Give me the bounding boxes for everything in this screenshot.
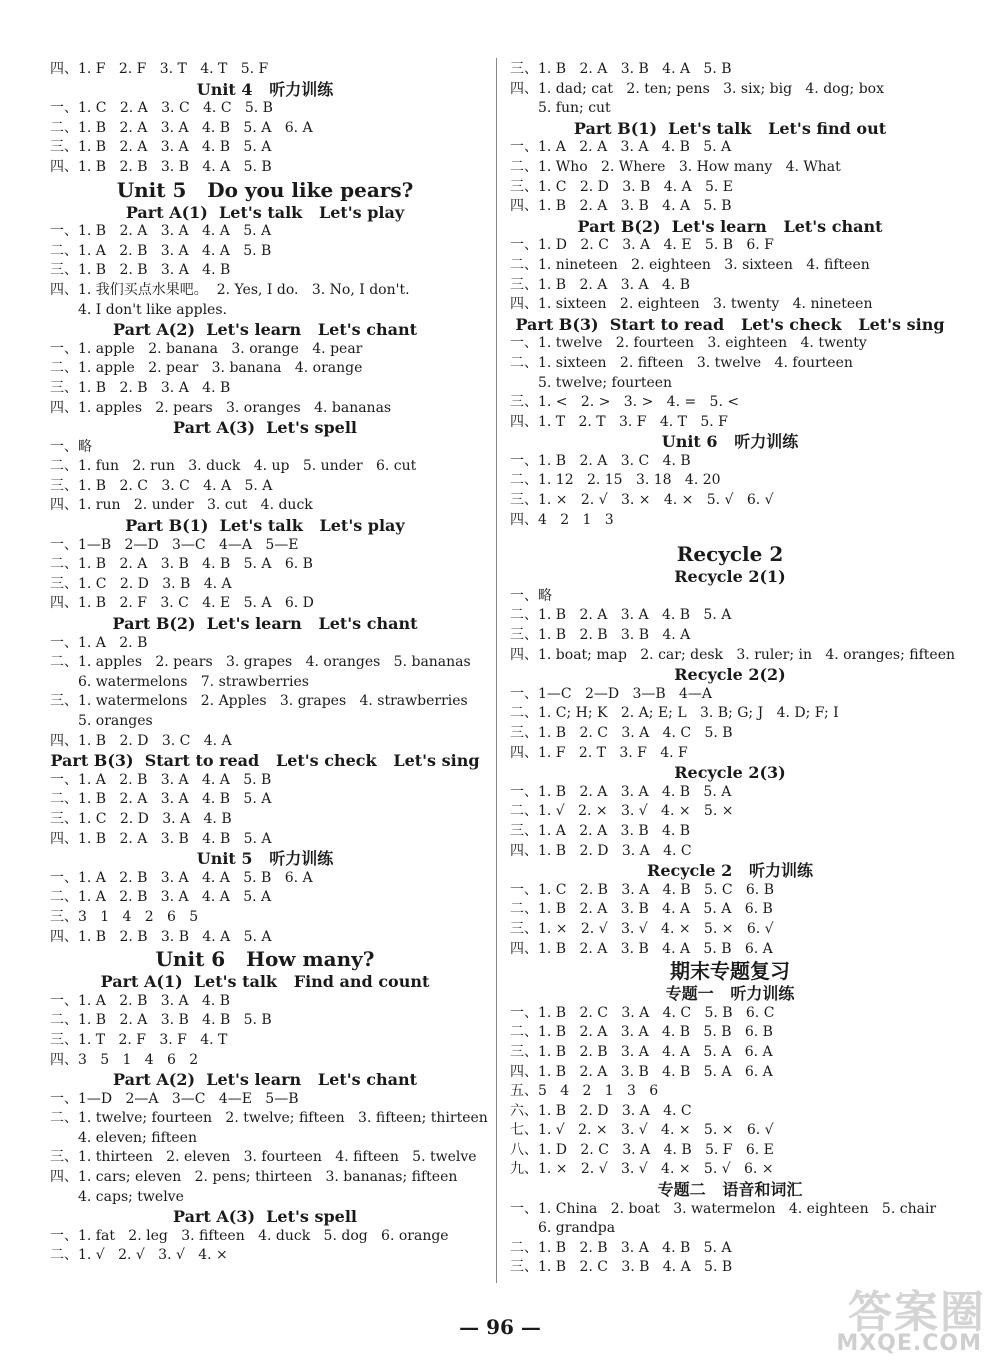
answer-line: 二、1. √ 2. × 3. √ 4. × 5. × bbox=[510, 803, 734, 820]
section-heading: Unit 5 Do you like pears? bbox=[116, 177, 414, 202]
answer-line: 七、1. √ 2. × 3. √ 4. × 5. × 6. √ bbox=[510, 1122, 774, 1139]
answer-line: 四、1. B 2. B 3. B 4. A 5. A bbox=[50, 928, 272, 945]
answer-line: 二、1. B 2. A 3. A 4. B 5. A bbox=[510, 607, 732, 624]
answer-line: 一、1. B 2. A 3. C 4. B bbox=[510, 452, 691, 469]
answer-line: 二、1. apples 2. pears 3. grapes 4. oranges 5. bananas bbox=[50, 654, 471, 671]
answer-line: 六、1. B 2. D 3. A 4. C bbox=[510, 1102, 692, 1119]
right-answer-column bbox=[510, 60, 955, 1278]
answer-line: 一、1—B 2—D 3—C 4—A 5—E bbox=[50, 536, 299, 553]
answer-line: 三、1. × 2. √ 3. √ 4. × 5. × 6. √ bbox=[510, 920, 774, 937]
column-divider bbox=[496, 58, 497, 1283]
answer-line: 二、1. apple 2. pear 3. banana 4. orange bbox=[50, 360, 363, 377]
watermark-top: 答案圈 bbox=[848, 1287, 986, 1338]
watermark-bottom: MXQE.COM bbox=[836, 1331, 982, 1356]
answer-line: 一、1. B 2. A 3. A 4. B 5. A bbox=[510, 783, 732, 800]
answer-line: 三、1. B 2. B 3. B 4. A bbox=[510, 627, 691, 644]
answer-line: 二、1. A 2. B 3. A 4. A 5. A bbox=[50, 889, 272, 906]
section-heading: Recycle 2 bbox=[676, 542, 784, 567]
answer-line: 四、1. B 2. A 3. B 4. B 5. A bbox=[50, 830, 272, 847]
answer-line: 一、1. A 2. B 3. A 4. B bbox=[50, 992, 231, 1009]
answer-line: 一、1. A 2. A 3. A 4. B 5. A bbox=[510, 139, 732, 156]
answer-line: 一、略 bbox=[50, 438, 92, 455]
subsection-heading: Part A(3) Let's spell bbox=[172, 418, 357, 438]
subsection-heading: Unit 5 听力训练 bbox=[196, 849, 334, 869]
answer-line: 四、1. B 2. B 3. B 4. A 5. B bbox=[50, 158, 272, 175]
answer-line: 三、1. B 2. B 3. A 4. A 5. A 6. A bbox=[510, 1043, 773, 1060]
answer-line: 四、1. cars; eleven 2. pens; thirteen 3. bananas; fifteen bbox=[50, 1169, 458, 1186]
answer-line: 三、1. B 2. C 3. C 4. A 5. A bbox=[50, 477, 273, 494]
answer-line: 四、1. F 2. T 3. F 4. F bbox=[510, 744, 688, 761]
answer-line: 三、1. < 2. > 3. > 4. = 5. < bbox=[510, 394, 740, 411]
subsection-heading: Recycle 2 听力训练 bbox=[647, 861, 813, 881]
answer-line: 一、1—C 2—D 3—B 4—A bbox=[510, 685, 713, 702]
subsection-heading: Part B(1) Let's talk Let's find out bbox=[573, 118, 887, 138]
answer-line: 三、1. B 2. A 3. B 4. A 5. B bbox=[510, 61, 732, 77]
answer-line: 四、1. B 2. A 3. B 4. A 5. B 6. A bbox=[510, 940, 773, 957]
watermark-logo bbox=[820, 1276, 990, 1356]
answer-line: 三、1. C 2. D 3. B 4. A 5. E bbox=[510, 178, 733, 195]
subsection-heading: Unit 6 听力训练 bbox=[661, 432, 799, 452]
answer-line: 八、1. D 2. C 3. A 4. B 5. F 6. E bbox=[510, 1141, 774, 1158]
answer-line: 二、1. C; H; K 2. A; E; L 3. B; G; J 4. D; F; I bbox=[510, 705, 839, 722]
answer-line: 5. oranges bbox=[78, 713, 153, 729]
section-heading: Unit 6 How many? bbox=[155, 947, 375, 972]
answer-line: 一、1. C 2. A 3. C 4. C 5. B bbox=[50, 100, 273, 117]
answer-line: 四、1. F 2. F 3. T 4. T 5. F bbox=[50, 61, 269, 77]
answer-line: 二、1. nineteen 2. eighteen 3. sixteen 4. fifteen bbox=[510, 256, 870, 273]
answer-line: 一、1. fat 2. leg 3. fifteen 4. duck 5. dog 6. orange bbox=[50, 1227, 449, 1244]
subsection-heading: Part A(1) Let's talk Find and count bbox=[100, 972, 430, 992]
answer-line: 四、3 5 1 4 6 2 bbox=[50, 1051, 199, 1068]
answer-line: 6. grandpa bbox=[538, 1220, 616, 1237]
answer-line: 四、1. sixteen 2. eighteen 3. twenty 4. nineteen bbox=[510, 296, 873, 313]
answer-line: 二、1. B 2. A 3. B 4. B 5. B bbox=[50, 1012, 272, 1029]
answer-line: 三、1. A 2. A 3. B 4. B bbox=[510, 822, 691, 839]
answer-line: 一、1. apple 2. banana 3. orange 4. pear bbox=[50, 340, 363, 357]
answer-line: 四、1. 我们买点水果吧。 2. Yes, I do. 3. No, I don't. bbox=[50, 281, 410, 298]
answer-line: 6. watermelons 7. strawberries bbox=[78, 673, 309, 690]
subsection-heading: 专题一 听力训练 bbox=[665, 984, 795, 1004]
answer-line: 5. twelve; fourteen bbox=[538, 374, 673, 391]
answer-line: 四、1. dad; cat 2. ten; pens 3. six; big 4. dog; box bbox=[510, 80, 885, 97]
answer-line: 一、1. China 2. boat 3. watermelon 4. eighteen 5. chair bbox=[510, 1200, 937, 1217]
answer-line: 二、1. B 2. A 3. A 4. B 5. B 6. B bbox=[510, 1024, 773, 1041]
subsection-heading: Recycle 2(2) bbox=[674, 665, 786, 685]
section-heading: 期末专题复习 bbox=[670, 959, 790, 984]
answer-line: 四、1. boat; map 2. car; desk 3. ruler; in 4. oranges; fifteen bbox=[510, 646, 955, 663]
answer-line: 四、4 2 1 3 bbox=[510, 511, 614, 528]
answer-line: 二、1. B 2. B 3. A 4. B 5. A bbox=[510, 1239, 732, 1256]
answer-line: 一、略 bbox=[510, 587, 552, 604]
answer-line: 一、1. B 2. A 3. A 4. A 5. A bbox=[50, 223, 272, 240]
answer-line: 三、1. B 2. C 3. B 4. A 5. B bbox=[510, 1259, 733, 1276]
answer-line: 五、5 4 2 1 3 6 bbox=[510, 1083, 659, 1100]
answer-line: 一、1. A 2. B 3. A 4. A 5. B bbox=[50, 771, 272, 788]
answer-line: 一、1. D 2. C 3. A 4. E 5. B 6. F bbox=[510, 237, 774, 254]
subsection-heading: Part B(3) Start to read Let's check Let's sing bbox=[515, 314, 945, 334]
answer-line: 4. I don't like apples. bbox=[78, 301, 227, 318]
subsection-heading: Part B(3) Start to read Let's check Let's sing bbox=[50, 751, 480, 771]
answer-line: 一、1. A 2. B bbox=[50, 634, 148, 651]
answer-line: 四、1. B 2. F 3. C 4. E 5. A 6. D bbox=[50, 595, 314, 612]
answer-line: 二、1. fun 2. run 3. duck 4. up 5. under 6. cut bbox=[50, 458, 417, 475]
answer-line: 一、1. C 2. B 3. A 4. B 5. C 6. B bbox=[510, 881, 774, 898]
answer-line: 二、1. B 2. A 3. A 4. B 5. A 6. A bbox=[50, 119, 313, 136]
answer-line: 四、1. run 2. under 3. cut 4. duck bbox=[50, 497, 313, 514]
answer-line: 二、1. B 2. A 3. B 4. A 5. A 6. B bbox=[510, 901, 773, 918]
page-number: — 96 — bbox=[459, 1315, 541, 1339]
answer-line: 四、1. apples 2. pears 3. oranges 4. bananas bbox=[50, 399, 392, 416]
subsection-heading: Recycle 2(3) bbox=[674, 763, 786, 783]
subsection-heading: Part A(3) Let's spell bbox=[172, 1207, 357, 1227]
answer-line: 三、1. × 2. √ 3. × 4. × 5. √ 6. √ bbox=[510, 492, 774, 509]
answer-line: 三、1. B 2. B 3. A 4. B bbox=[50, 262, 231, 279]
answer-line: 一、1. A 2. B 3. A 4. A 5. B 6. A bbox=[50, 869, 313, 886]
answer-line: 三、1. B 2. B 3. A 4. B bbox=[50, 379, 231, 396]
subsection-heading: Recycle 2(1) bbox=[674, 567, 786, 587]
subsection-heading: Part B(2) Let's learn Let's chant bbox=[577, 216, 883, 236]
answer-line: 4. caps; twelve bbox=[78, 1188, 184, 1205]
subsection-heading: Unit 4 听力训练 bbox=[196, 79, 334, 99]
spacer bbox=[510, 530, 950, 542]
answer-line: 三、1. thirteen 2. eleven 3. fourteen 4. fifteen 5. twelve bbox=[50, 1149, 477, 1166]
answer-line: 三、1. C 2. D 3. B 4. A bbox=[50, 575, 232, 592]
subsection-heading: Part B(2) Let's learn Let's chant bbox=[112, 614, 418, 634]
answer-line: 四、1. B 2. A 3. B 4. A 5. B bbox=[510, 198, 732, 215]
answer-line: 四、1. T 2. T 3. F 4. T 5. F bbox=[510, 413, 728, 430]
answer-line: 4. eleven; fifteen bbox=[78, 1129, 197, 1146]
answer-line: 三、1. T 2. F 3. F 4. T bbox=[50, 1031, 228, 1048]
answer-line: 九、1. × 2. √ 3. √ 4. × 5. √ 6. × bbox=[510, 1161, 774, 1178]
answer-line: 三、1. B 2. A 3. A 4. B 5. A bbox=[50, 139, 272, 156]
answer-line: 三、3 1 4 2 6 5 bbox=[50, 908, 199, 925]
answer-line: 三、1. watermelons 2. Apples 3. grapes 4. strawberries bbox=[50, 693, 468, 710]
answer-line: 二、1. √ 2. √ 3. √ 4. × bbox=[50, 1247, 228, 1264]
subsection-heading: Part A(1) Let's talk Let's play bbox=[125, 202, 405, 222]
answer-line: 二、1. 12 2. 15 3. 18 4. 20 bbox=[510, 472, 721, 489]
answer-line: 四、1. B 2. D 3. A 4. C bbox=[510, 842, 692, 859]
answer-line: 四、1. B 2. D 3. C 4. A bbox=[50, 732, 232, 749]
answer-line: 二、1. sixteen 2. fifteen 3. twelve 4. fourteen bbox=[510, 354, 853, 371]
answer-line: 一、1—D 2—A 3—C 4—E 5—B bbox=[50, 1090, 299, 1107]
subsection-heading: 专题二 语音和词汇 bbox=[657, 1180, 803, 1200]
answer-line: 5. fun; cut bbox=[538, 100, 611, 117]
answer-line: 二、1. B 2. A 3. A 4. B 5. A bbox=[50, 791, 272, 808]
subsection-heading: Part A(2) Let's learn Let's chant bbox=[113, 1070, 417, 1090]
answer-line: 一、1. B 2. C 3. A 4. C 5. B 6. C bbox=[510, 1004, 775, 1021]
answer-line: 三、1. B 2. C 3. A 4. C 5. B bbox=[510, 725, 733, 741]
subsection-heading: Part B(1) Let's talk Let's play bbox=[125, 516, 405, 536]
answer-line: 一、1. twelve 2. fourteen 3. eighteen 4. twenty bbox=[510, 335, 867, 352]
answer-line: 三、1. B 2. A 3. A 4. B bbox=[510, 276, 691, 293]
subsection-heading: Part A(2) Let's learn Let's chant bbox=[113, 320, 417, 340]
left-answer-column bbox=[50, 60, 488, 1266]
answer-line: 四、1. B 2. A 3. B 4. B 5. A 6. A bbox=[510, 1063, 773, 1080]
answer-line: 二、1. twelve; fourteen 2. twelve; fifteen 3. fifteen; thirteen bbox=[50, 1110, 488, 1127]
answer-line: 三、1. C 2. D 3. A 4. B bbox=[50, 810, 232, 827]
answer-line: 二、1. Who 2. Where 3. How many 4. What bbox=[510, 158, 841, 175]
answer-line: 二、1. A 2. B 3. A 4. A 5. B bbox=[50, 242, 272, 259]
answer-line: 二、1. B 2. A 3. B 4. B 5. A 6. B bbox=[50, 556, 313, 573]
